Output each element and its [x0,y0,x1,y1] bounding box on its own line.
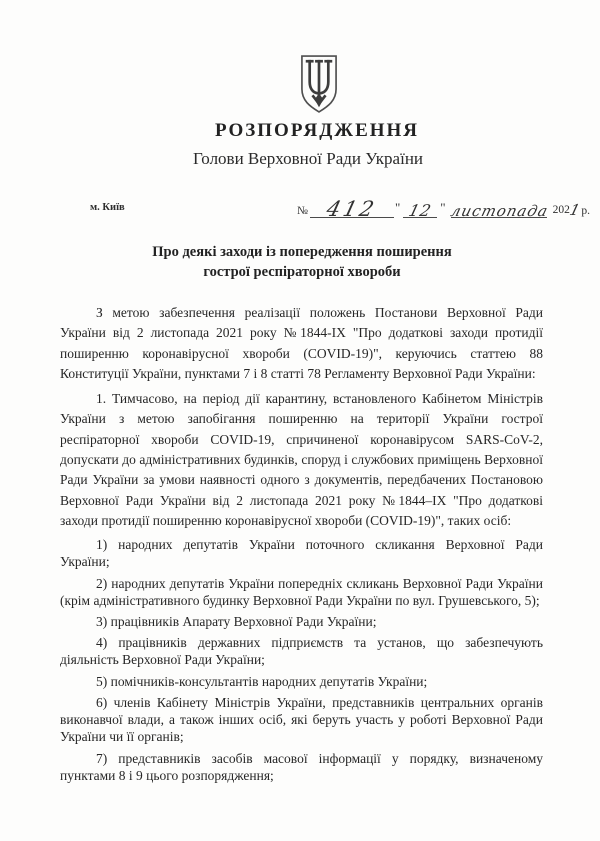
document-title-line1: Про деякі заходи із попередження поширення [152,244,452,260]
handwritten-number: 412 [324,197,380,221]
document-title-line2: гострої респіраторної хвороби [203,264,401,280]
list-item: 3) працівників Апарату Верховної Ради України; [96,614,377,630]
list-item: 6) членів Кабінету Міністрів України, представників центральних органів виконавчої влади, а також інших осіб, які беруть участь у роботі Верховної Ради України чи її органів; [60,694,543,745]
number-sign-label: № [297,205,308,217]
list-item: 7) представників засобів масової інформації у порядку, визначеному пунктами 8 і 9 цього розпорядження; [60,750,543,783]
intro-paragraph: З метою забезпечення реалізації положень Постанови Верховної Ради України від 2 листопада 2021 року №1844-ІХ "Про додаткові заходи протидії поширенню коронавірусної хвороби (COVID-19)", керуючись статтею 88 Конституції України, пунктами 7 і 8 статті 78 Регламенту Верховної Ради України: [60,305,543,381]
ukraine-trident-icon [299,54,339,114]
list-item: 5) помічників-консультантів народних депутатів України; [96,673,428,689]
list-item: 2) народних депутатів України попередніх скликань Верховної Ради України (крім адміністративного будинку Верховної Ради України по вул. Грушевського, 5); [60,575,543,608]
place-label: м. Київ [90,202,125,213]
list-item: 4) працівників державних підприємств та установ, що забезпечують діяльність Верховної Ради України; [60,635,543,668]
issuer-heading: Голови Верховної Ради України [192,149,424,168]
close-quote: " [440,200,446,215]
year-printed-part: 202 [552,204,570,216]
document-number-field [310,196,394,221]
month-field [448,201,550,220]
day-field [403,201,437,219]
document-type-heading: РОЗПОРЯДЖЕННЯ [214,120,420,141]
handwritten-year-digit: 1 [567,201,582,219]
open-quote: " [394,200,401,215]
handwritten-day: 12 [406,200,434,220]
list-item: 1) народних депутатів України поточного скликання Верховної Ради України; [60,537,543,570]
handwritten-month: листопада [448,201,550,220]
document-title [0,242,600,282]
document-body [60,303,543,837]
year-suffix-label: р. [581,205,591,217]
year-value [553,199,580,218]
point-1-paragraph: 1. Тимчасово, на період дії карантину, встановленого Кабінетом Міністрів України з метою запобігання поширенню на території України гострої респіраторної хвороби COVID-19, спричиненої коронавірусом SARS-CoV-2, допускати до адміністративних будинків, споруд і службових приміщень Верховної Ради України за умови наявності одного з документів, передбачених Постановою Верховної Ради України від 2 листопада 2021 року №1844–ІХ "Про додаткові заходи протидії поширенню коронавірусної хвороби (COVID-19)", таких осіб: [60,391,543,528]
number-date-line [297,186,591,221]
